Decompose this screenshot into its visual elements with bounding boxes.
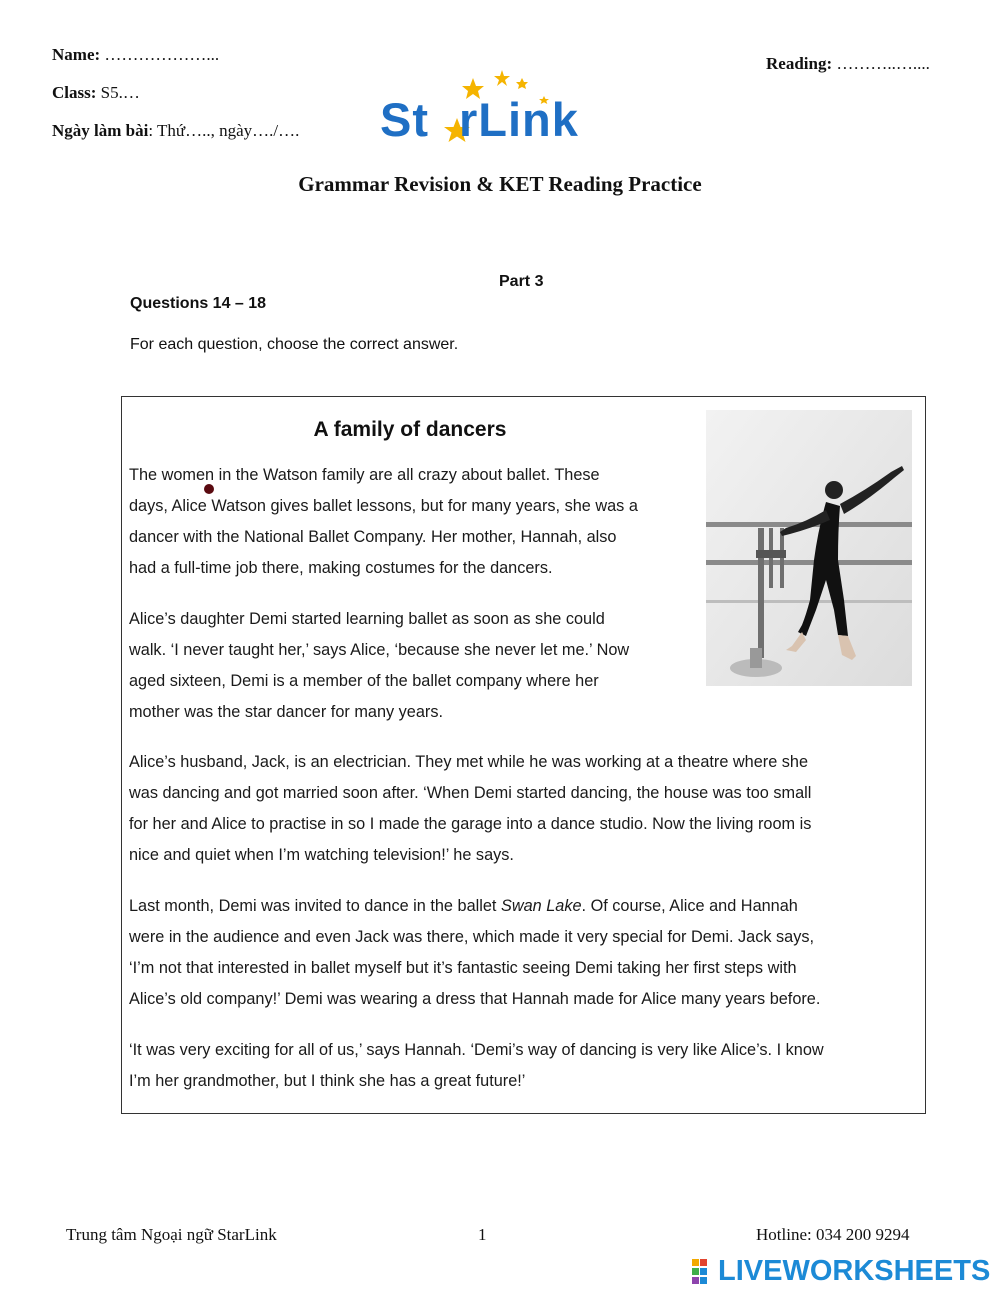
class-label: Class:: [52, 83, 97, 102]
footer-hotline: Hotline: 034 200 9294: [756, 1225, 910, 1244]
text-line: aged sixteen, Demi is a member of the ballet company where her: [129, 672, 599, 690]
text-line: ‘It was very exciting for all of us,’ says Hannah. ‘Demi’s way of dancing is very like Alice’s. I know: [129, 1041, 824, 1059]
article-paragraph-1: [129, 460, 638, 584]
text-line: was dancing and got married soon after. ‘When Demi started dancing, the house was too small: [129, 784, 812, 802]
footer-page-number: 1: [478, 1225, 487, 1244]
text-line: walk. ‘I never taught her,’ says Alice, ‘because she never let me.’ Now: [129, 641, 630, 659]
liveworksheets-logo[interactable]: [692, 1255, 990, 1288]
text-line: Alice’s old company!’ Demi was wearing a dress that Hannah made for Alice many years before.: [129, 990, 821, 1008]
worksheet-title: Grammar Revision & KET Reading Practice: [298, 172, 702, 196]
article-title: A family of dancers: [313, 418, 507, 441]
liveworksheets-text: LIVEWORKSHEETS: [718, 1255, 991, 1287]
article-paragraph-5: [129, 1035, 824, 1097]
article-paragraph-4: [129, 891, 820, 1015]
date-field: [52, 121, 299, 141]
marker-dot: [204, 484, 214, 494]
part-heading: Part 3: [499, 273, 544, 290]
text-line: ‘I’m not that interested in ballet myself but it’s fantastic seeing Demi taking her first steps with: [129, 959, 797, 977]
footer-center-name: Trung tâm Ngoại ngữ StarLink: [66, 1225, 277, 1244]
date-label: Ngày làm bài: [52, 121, 149, 140]
reading-value: ………..…....: [836, 54, 930, 73]
text-line: The women in the Watson family are all crazy about ballet. These: [129, 466, 600, 484]
text-line: days, Alice Watson gives ballet lessons, but for many years, she was a: [129, 497, 638, 515]
name-field: [52, 45, 219, 65]
text-line: were in the audience and even Jack was there, which made it very special for Demi. Jack says,: [129, 928, 815, 946]
text-segment: . Of course, Alice and Hannah: [581, 897, 798, 915]
class-field: [52, 83, 140, 103]
starlink-logo: [378, 66, 628, 150]
name-value: ………………...: [104, 45, 220, 64]
reading-label: Reading:: [766, 54, 833, 73]
questions-heading: Questions 14 – 18: [130, 295, 267, 312]
ballet-title: Swan Lake: [500, 897, 582, 915]
reading-score-field: [766, 54, 930, 74]
text-line: dancer with the National Ballet Company. Her mother, Hannah, also: [129, 528, 617, 546]
ballet-dancer-photo: [706, 410, 912, 686]
name-label: Name:: [52, 45, 101, 64]
date-value: : Thứ….., ngày…./….: [148, 121, 300, 140]
text-line: for her and Alice to practise in so I made the garage into a dance studio. Now the living room is: [129, 815, 812, 833]
text-segment: Last month, Demi was invited to dance in the ballet: [129, 897, 501, 915]
liveworksheets-icon: [692, 1259, 716, 1285]
text-line: mother was the star dancer for many years.: [129, 703, 443, 721]
text-line: Alice’s husband, Jack, is an electrician. They met while he was working at a theatre where she: [129, 753, 809, 771]
text-line: Alice’s daughter Demi started learning ballet as soon as she could: [129, 610, 605, 628]
text-line: I’m her grandmother, but I think she has a great future!’: [129, 1072, 526, 1090]
text-line: [129, 891, 820, 922]
text-line: had a full-time job there, making costumes for the dancers.: [129, 559, 553, 577]
text-line: nice and quiet when I’m watching television!’ he says.: [129, 846, 514, 864]
logo-text: St rLink: [380, 93, 579, 146]
class-value: S5.…: [100, 83, 140, 102]
instruction-text: For each question, choose the correct answer.: [130, 336, 459, 353]
article-paragraph-2: [129, 604, 629, 728]
article-paragraph-3: [129, 747, 811, 871]
